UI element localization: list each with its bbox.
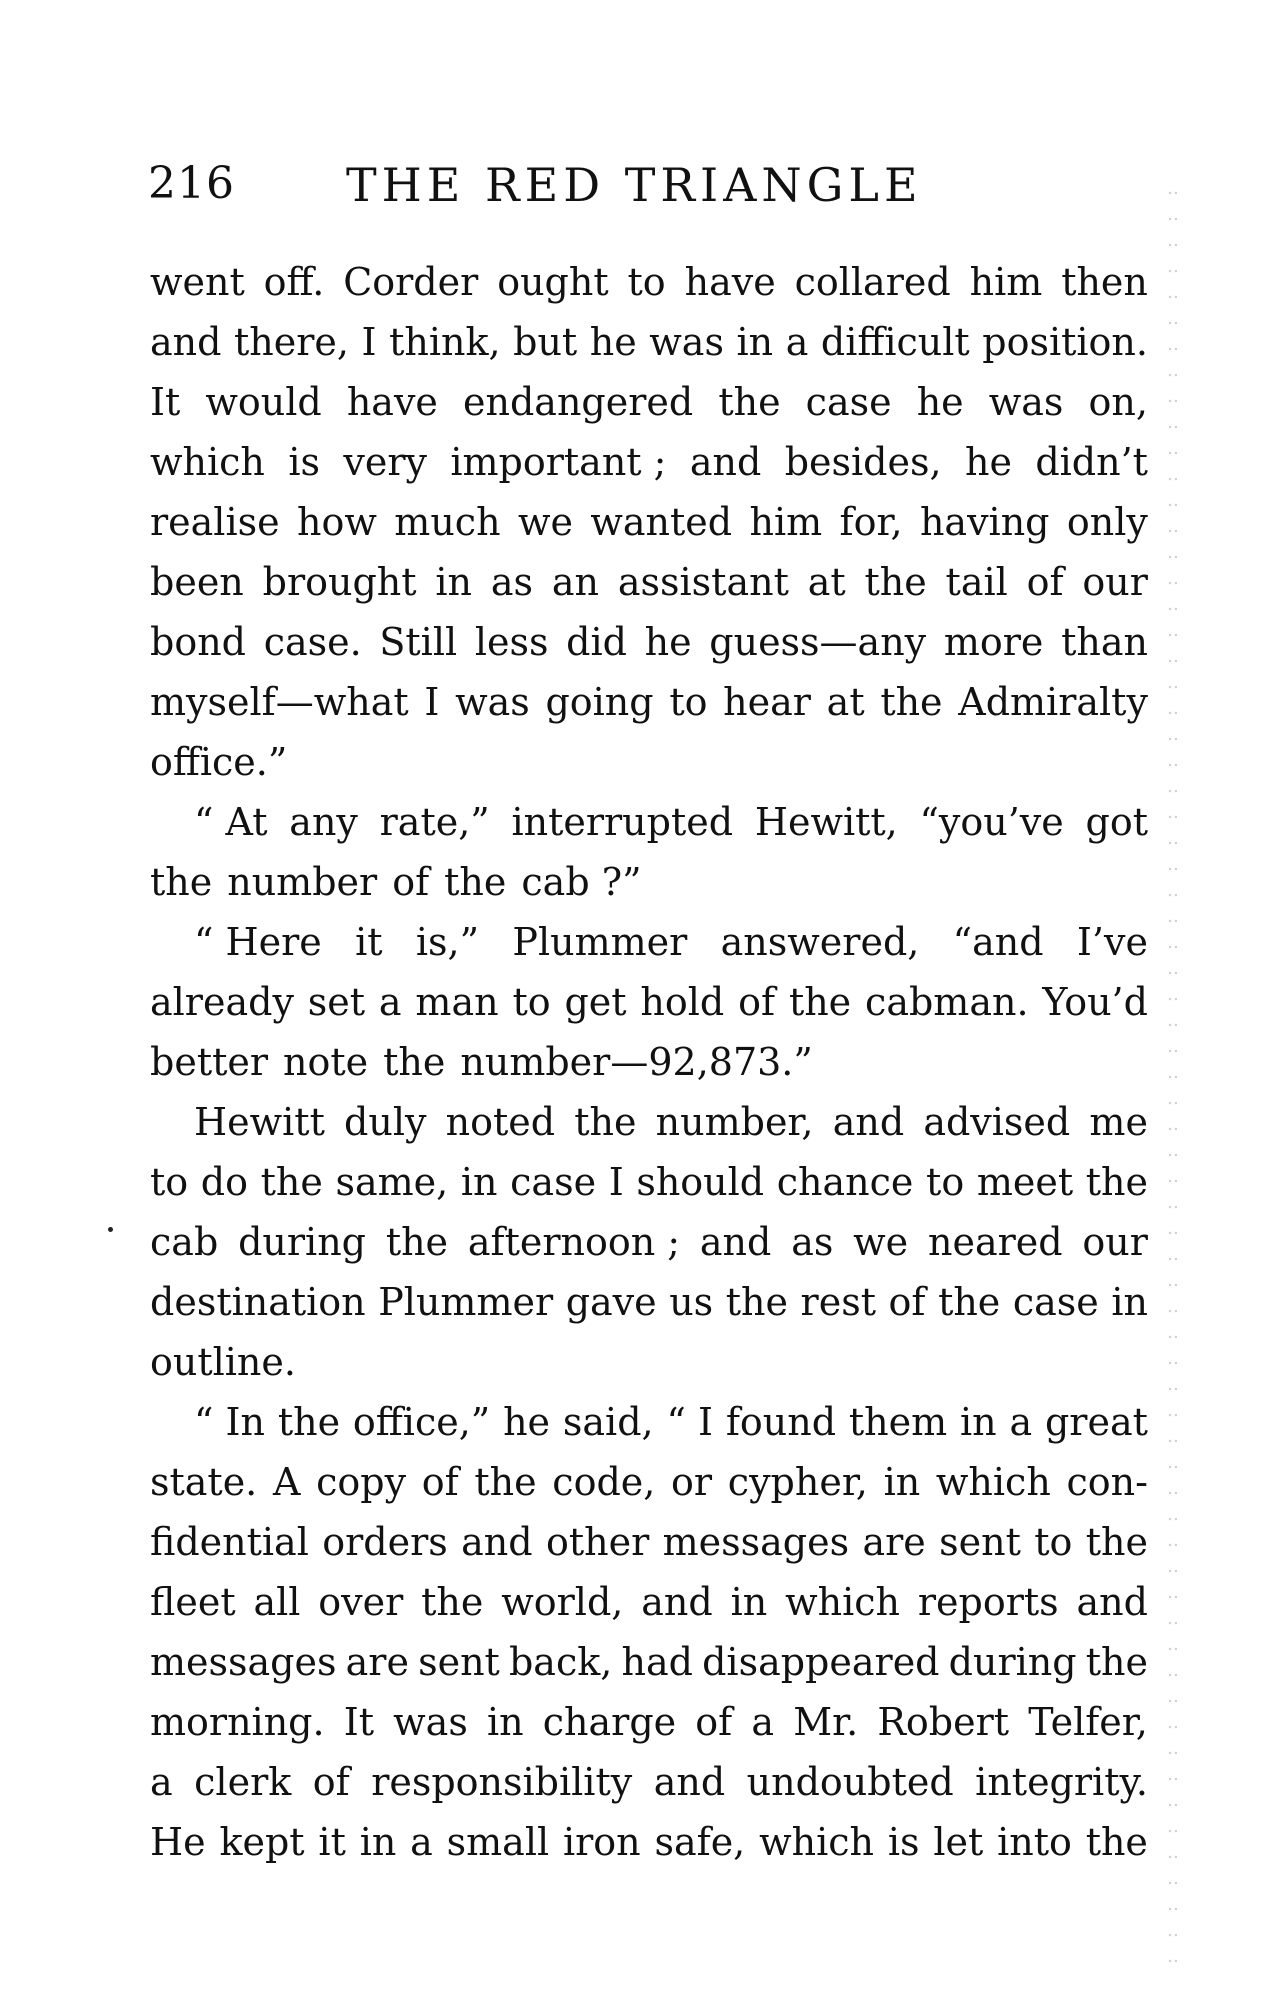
word: and <box>461 1520 533 1564</box>
word: we <box>517 500 573 544</box>
word: collared <box>794 260 951 304</box>
word: “ In <box>194 1400 265 1444</box>
word: difficult <box>820 320 970 364</box>
word: fidential <box>150 1520 309 1564</box>
word: and <box>832 1100 905 1144</box>
text-line <box>150 612 1148 672</box>
word: afternoon ; <box>467 1220 681 1264</box>
word: Still <box>379 620 458 664</box>
word: back, <box>508 1640 613 1684</box>
word: the <box>385 1220 449 1264</box>
word: great <box>1044 1400 1148 1444</box>
word: con- <box>1066 1460 1148 1504</box>
page-header <box>148 158 1148 218</box>
word: better <box>150 1040 269 1084</box>
word: he <box>644 620 692 664</box>
word: get <box>564 980 627 1024</box>
word: noted <box>445 1100 556 1144</box>
word: fleet <box>150 1580 236 1624</box>
word: Admiralty <box>958 680 1148 724</box>
word: us <box>669 1280 714 1324</box>
word: he <box>964 440 1012 484</box>
word: been <box>150 560 244 604</box>
word: besides, <box>784 440 942 484</box>
word: endangered <box>463 380 694 424</box>
word: them <box>848 1400 948 1444</box>
text-line <box>150 732 1148 792</box>
word: he <box>589 320 637 364</box>
word: very <box>343 440 427 484</box>
word: “ At <box>194 800 268 844</box>
word: integrity. <box>975 1760 1148 1804</box>
word: are <box>345 1640 409 1684</box>
word: do <box>200 1160 248 1204</box>
word: and <box>699 1220 772 1264</box>
word: was <box>455 680 530 724</box>
word: rate,” <box>379 800 490 844</box>
word: destination <box>150 1280 366 1324</box>
word: number <box>227 860 378 904</box>
word: case <box>1012 1280 1099 1324</box>
word: the <box>421 1580 484 1624</box>
text-line <box>150 492 1148 552</box>
word: Plummer <box>512 920 688 964</box>
text-line <box>150 432 1148 492</box>
word: during <box>238 1220 366 1264</box>
word: the <box>1085 1160 1148 1204</box>
word: a <box>751 1700 775 1744</box>
word: the <box>788 980 852 1024</box>
word: and <box>1076 1580 1148 1624</box>
word: at <box>826 680 865 724</box>
word: which <box>150 440 265 484</box>
word: neared <box>927 1220 1063 1264</box>
word: less <box>474 620 549 664</box>
word: sent <box>418 1640 500 1684</box>
word: Robert <box>877 1700 1010 1744</box>
word: we <box>853 1220 909 1264</box>
word: off. <box>263 260 325 304</box>
word: of <box>888 1280 926 1324</box>
text-line <box>150 1332 1148 1392</box>
text-line <box>150 1512 1148 1572</box>
word: orders <box>322 1520 448 1564</box>
word: of <box>312 1760 350 1804</box>
word: think, <box>389 320 501 364</box>
word: in <box>883 1460 921 1504</box>
word: state. <box>150 1460 258 1504</box>
word: our <box>1082 1220 1148 1264</box>
word: Hewitt <box>194 1100 325 1144</box>
body-text <box>150 252 1148 1872</box>
word: cab <box>150 1220 219 1264</box>
word: did <box>566 620 627 664</box>
word: cab ?” <box>521 860 642 904</box>
word: Mr. <box>793 1700 859 1744</box>
word: there, <box>234 320 349 364</box>
word: went <box>150 260 245 304</box>
word: I <box>424 680 440 724</box>
word: in <box>486 1700 524 1744</box>
word: are <box>862 1520 926 1564</box>
word: the <box>150 860 213 904</box>
word: as <box>791 1220 834 1264</box>
text-line <box>150 372 1148 432</box>
text-line <box>150 312 1148 372</box>
word: to <box>627 260 666 304</box>
word: in <box>435 560 473 604</box>
text-line <box>150 1032 1148 1092</box>
word: man <box>415 980 499 1024</box>
word: office.” <box>150 740 288 784</box>
word: bond <box>150 620 247 664</box>
word: interrupted <box>511 800 734 844</box>
word: during <box>948 1640 1077 1684</box>
word: the <box>864 560 927 604</box>
word: he <box>503 1400 551 1444</box>
word: It <box>343 1700 375 1744</box>
text-line <box>150 1092 1148 1152</box>
word: I <box>361 320 377 364</box>
text-line <box>150 1212 1148 1272</box>
word: wanted <box>590 500 733 544</box>
text-line <box>150 1452 1148 1512</box>
word: the <box>880 680 943 724</box>
word: the <box>718 380 781 424</box>
page-number: 216 <box>148 158 235 209</box>
word: already <box>150 980 294 1024</box>
text-line <box>150 1692 1148 1752</box>
word: the <box>383 1040 446 1084</box>
word: was <box>988 380 1064 424</box>
word: at <box>807 560 846 604</box>
word: guess—any <box>709 620 927 664</box>
word: hear <box>723 680 811 724</box>
word: a <box>150 1760 173 1804</box>
text-line <box>150 672 1148 732</box>
word: Plummer <box>378 1280 554 1324</box>
word: “ I <box>666 1400 713 1444</box>
word: of <box>421 1460 459 1504</box>
word: undoubted <box>746 1760 954 1804</box>
word: an <box>551 560 600 604</box>
word: in <box>960 1400 997 1444</box>
text-line <box>150 972 1148 1032</box>
word: clerk <box>194 1760 292 1804</box>
word: had <box>621 1640 693 1684</box>
word: is,” <box>415 920 480 964</box>
word: messages <box>150 1640 337 1684</box>
word: over <box>318 1580 404 1624</box>
word: a <box>785 320 809 364</box>
word: case <box>805 380 892 424</box>
word: advised <box>923 1100 1071 1144</box>
text-line <box>150 1812 1148 1872</box>
text-line <box>150 1572 1148 1632</box>
word: of <box>738 980 776 1024</box>
word: You’d <box>1042 980 1148 1024</box>
word: duly <box>344 1100 427 1144</box>
word: for, <box>839 500 903 544</box>
word: got <box>1085 800 1148 844</box>
word: number, <box>655 1100 814 1144</box>
text-line <box>150 912 1148 972</box>
word: have <box>346 380 438 424</box>
word: code, <box>552 1460 656 1504</box>
word: meet <box>976 1160 1074 1204</box>
word: assistant <box>617 560 789 604</box>
text-line <box>150 852 1148 912</box>
word: him <box>969 260 1043 304</box>
word: the <box>1085 1520 1148 1564</box>
word: only <box>1066 500 1148 544</box>
word: “ Here <box>194 920 322 964</box>
word: A <box>272 1460 301 1504</box>
word: our <box>1082 560 1148 604</box>
word: “you’ve <box>919 800 1064 844</box>
word: going <box>545 680 654 724</box>
text-line <box>150 1632 1148 1692</box>
word: gave <box>565 1280 657 1324</box>
word: a <box>378 980 402 1024</box>
word: on, <box>1088 380 1148 424</box>
word: case <box>510 1160 597 1204</box>
word: cabman. <box>865 980 1029 1024</box>
word: have <box>684 260 776 304</box>
word: then <box>1061 260 1148 304</box>
word: responsibility <box>371 1760 633 1804</box>
word: to <box>669 680 708 724</box>
word: in <box>460 1160 498 1204</box>
word: rest <box>800 1280 876 1324</box>
word: found <box>725 1400 837 1444</box>
word: I’ve <box>1076 920 1148 964</box>
word: didn’t <box>1035 440 1148 484</box>
word: messages <box>662 1520 850 1564</box>
word: “and <box>952 920 1044 964</box>
word: iron <box>562 1820 641 1864</box>
word: it <box>355 920 383 964</box>
word: Telfer, <box>1028 1700 1148 1744</box>
text-line <box>150 792 1148 852</box>
word: was <box>393 1700 468 1744</box>
word: as <box>490 560 534 604</box>
word: hold <box>640 980 725 1024</box>
word: in <box>730 1580 768 1624</box>
word: the <box>444 860 507 904</box>
word: into <box>997 1820 1072 1864</box>
word: the <box>277 1400 341 1444</box>
word: a <box>410 1820 433 1864</box>
margin-mark <box>108 1227 113 1232</box>
word: copy <box>316 1460 407 1504</box>
word: and <box>150 320 222 364</box>
word: other <box>545 1520 650 1564</box>
word: or <box>671 1460 713 1504</box>
word: set <box>307 980 366 1024</box>
word: him <box>749 500 823 544</box>
word: He <box>150 1820 206 1864</box>
word: any <box>289 800 358 844</box>
word: having <box>919 500 1050 544</box>
word: sent <box>939 1520 1021 1564</box>
word: much <box>394 500 501 544</box>
word: to <box>512 980 551 1024</box>
word: cypher, <box>727 1460 868 1504</box>
word: the <box>260 1160 323 1204</box>
running-title: THE RED TRIANGLE <box>346 158 923 212</box>
text-line <box>150 1752 1148 1812</box>
word: chance <box>776 1160 914 1204</box>
word: reports <box>917 1580 1059 1624</box>
word: a <box>1009 1400 1033 1444</box>
word: kept <box>219 1820 305 1864</box>
word: was <box>649 320 724 364</box>
word: would <box>205 380 322 424</box>
word: should <box>636 1160 765 1204</box>
word: how <box>297 500 377 544</box>
word: which <box>759 1820 875 1864</box>
word: important ; <box>450 440 667 484</box>
word: of <box>695 1700 733 1744</box>
word: safe, <box>654 1820 746 1864</box>
word: but <box>513 320 578 364</box>
word: it <box>318 1820 346 1864</box>
word: said, <box>562 1400 654 1444</box>
word: the <box>474 1460 537 1504</box>
word: of <box>392 860 430 904</box>
word: is <box>288 440 320 484</box>
word: of <box>1026 560 1064 604</box>
word: world, <box>501 1580 624 1624</box>
word: disappeared <box>702 1640 940 1684</box>
word: to <box>926 1160 965 1204</box>
word: answered, <box>720 920 920 964</box>
word: which <box>785 1580 900 1624</box>
word: the <box>725 1280 788 1324</box>
word: small <box>446 1820 550 1864</box>
word: Hewitt, <box>754 800 898 844</box>
word: to <box>1034 1520 1073 1564</box>
word: let <box>933 1820 984 1864</box>
word: myself—what <box>150 680 409 724</box>
word: outline. <box>150 1340 296 1384</box>
word: the <box>1085 1820 1148 1864</box>
word: more <box>943 620 1044 664</box>
word: the <box>1085 1640 1148 1684</box>
word: the <box>938 1280 1001 1324</box>
word: note <box>283 1040 369 1084</box>
word: in <box>1111 1280 1148 1324</box>
text-line <box>150 252 1148 312</box>
word: is <box>887 1820 920 1864</box>
word: he <box>916 380 964 424</box>
word: realise <box>150 500 280 544</box>
word: brought <box>262 560 417 604</box>
word: tail <box>945 560 1008 604</box>
word: than <box>1061 620 1148 664</box>
word: morning. <box>150 1700 325 1744</box>
word: me <box>1089 1100 1148 1144</box>
word: case. <box>263 620 362 664</box>
word: It <box>150 380 181 424</box>
word: all <box>253 1580 301 1624</box>
word: I <box>608 1160 624 1204</box>
margin-speckle <box>1167 180 1177 1980</box>
word: Corder <box>343 260 479 304</box>
word: the <box>574 1100 637 1144</box>
text-line <box>150 1392 1148 1452</box>
word: ought <box>497 260 609 304</box>
word: office,” <box>352 1400 491 1444</box>
word: same, <box>335 1160 449 1204</box>
text-line <box>150 1152 1148 1212</box>
word: number—92,873.” <box>460 1040 813 1084</box>
word: which <box>935 1460 1051 1504</box>
text-line <box>150 552 1148 612</box>
word: and <box>653 1760 726 1804</box>
word: in <box>359 1820 397 1864</box>
word: and <box>641 1580 713 1624</box>
word: and <box>689 440 762 484</box>
word: charge <box>542 1700 677 1744</box>
word: to <box>150 1160 189 1204</box>
word: in <box>736 320 774 364</box>
text-line <box>150 1272 1148 1332</box>
word: position. <box>982 320 1148 364</box>
